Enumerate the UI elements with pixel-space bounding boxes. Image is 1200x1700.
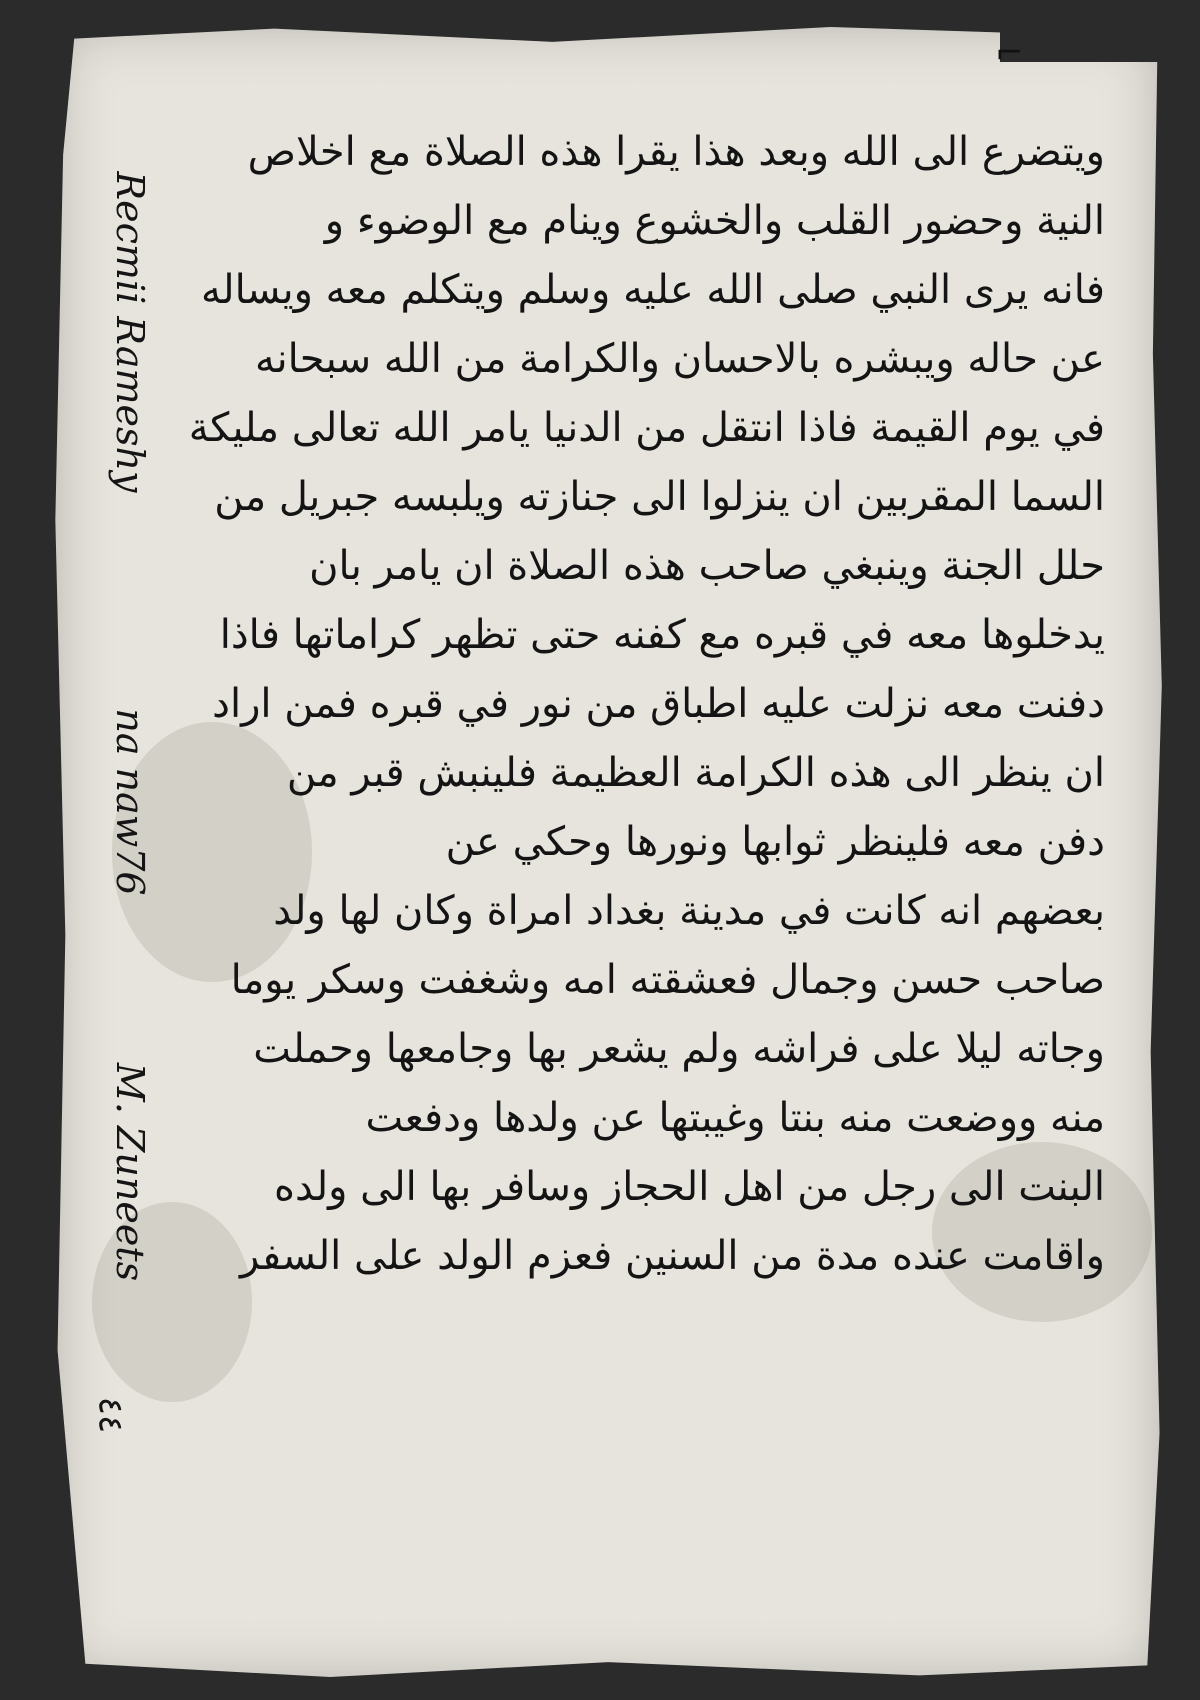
text-line: واقامت عنده مدة من السنين فعزم الولد على السفر: [239, 1233, 1105, 1279]
page-tear: [1000, 22, 1160, 62]
annotation-text: M. Zuneets: [108, 1062, 152, 1282]
text-line: ويتضرع الى الله وبعد هذا يقرا هذه الصلاة مع اخلاص: [247, 129, 1105, 175]
text-line: السما المقربين ان ينزلوا الى جنازته ويلبسه جبريل من: [214, 474, 1105, 520]
annotation-text: na naw76: [108, 708, 152, 896]
text-line: النية وحضور القلب والخشوع وينام مع الوضوء و: [324, 198, 1105, 244]
text-line: يدخلوها معه في قبره مع كفنه حتى تظهر كراماتها فاذا: [219, 612, 1105, 658]
text-line: فانه يرى النبي صلى الله عليه وسلم ويتكلم معه ويساله: [200, 267, 1105, 313]
text-line: دفنت معه نزلت عليه اطباق من نور في قبره فمن اراد: [212, 681, 1105, 727]
text-line: عن حاله ويبشره بالاحسان والكرامة من الله سبحانه: [255, 336, 1105, 382]
folio-number: ٤٤: [90, 1396, 131, 1434]
text-line: صاحب حسن وجمال فعشقته امه وشغفت وسكر يوما: [230, 957, 1105, 1003]
text-line: ان ينظر الى هذه الكرامة العظيمة فلينبش قبر من: [286, 750, 1105, 796]
arabic-text-block: [188, 118, 1105, 1291]
annotation-text: Recmii Rameshy: [108, 171, 152, 493]
text-line: البنت الى رجل من اهل الحجاز وسافر بها الى ولده: [273, 1164, 1105, 1210]
margin-annotation: [85, 130, 175, 1470]
text-line: حلل الجنة وينبغي صاحب هذه الصلاة ان يامر بان: [309, 543, 1105, 589]
text-line: دفن معه فلينظر ثوابها ونورها وحكي عن: [445, 819, 1105, 865]
ink-mark: ⌐: [995, 33, 1024, 73]
text-line: بعضهم انه كانت في مدينة بغداد امراة وكان لها ولد: [273, 888, 1105, 934]
text-line: منه ووضعت منه بنتا وغيبتها عن ولدها ودفعت: [365, 1095, 1105, 1141]
text-line: وجاته ليلا على فراشه ولم يشعر بها وجامعها وحملت: [253, 1026, 1105, 1072]
text-line: في يوم القيمة فاذا انتقل من الدنيا يامر الله تعالى مليكة: [188, 405, 1105, 451]
